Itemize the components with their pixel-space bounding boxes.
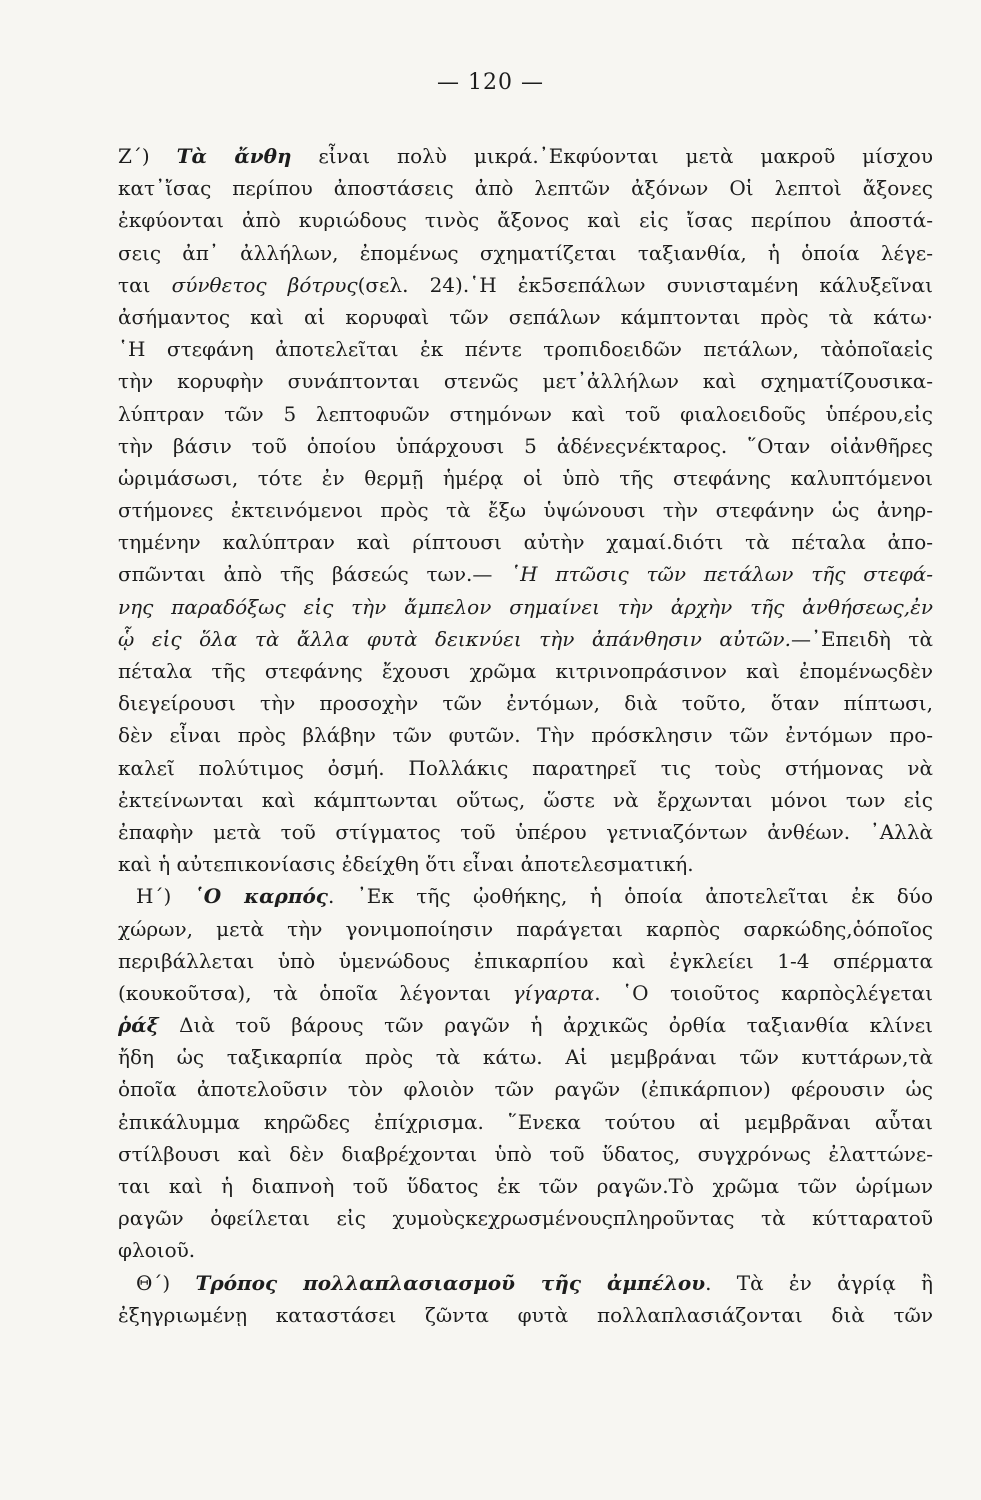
text-segment: ἀσήμαντος καὶ αἱ κορυφαὶ τῶν σεπάλων κάμπτονται πρὸς τὰ κάτω· (118, 304, 933, 329)
text-segment: . ῾Ο τοιοῦτος καρπὸςλέγεται (594, 980, 933, 1005)
text-segment: λύπτραν τῶν 5 λεπτοφυῶν στημόνων καὶ τοῦ φιαλοειδοῦς ὑπέρου,εἰς (118, 401, 933, 426)
text-segment: ὁποῖα ἀποτελοῦσιν τὸν φλοιὸν τῶν ραγῶν (ἐπικάρπιον) φέρουσιν ὡς (118, 1077, 933, 1102)
emphasis-text: νης παραδόξως εἰς τὴν ἄμπελον σημαίνει τὴν ἀρχὴν τῆς ἀνθήσεως,ἐν (118, 594, 933, 619)
text-line (118, 1234, 933, 1266)
emphasis-text: ῾Ο καρπός (193, 884, 328, 909)
text-line (118, 172, 933, 204)
text-segment: σπῶνται ἀπὸ τῆς βάσεώς των.— (118, 562, 511, 587)
text-line (118, 1202, 933, 1234)
text-segment: ῾Η στεφάνη ἀποτελεῖται ἐκ πέντε τροπιδοειδῶν πετάλων, τὰὁποῖαεἰς (118, 337, 933, 362)
text-segment: ἐκφύονται ἀπὸ κυριώδους τινὸς ἄξονος καὶ εἰς ἴσας περίπου ἀποστά- (118, 208, 933, 233)
text-line (118, 204, 933, 236)
text-segment: τὴν κορυφὴν συνάπτονται στενῶς μετ᾿ἀλλήλων καὶ σχηματίζουσικα- (118, 369, 933, 394)
text-line (118, 333, 933, 365)
text-line (118, 591, 933, 623)
text-line (118, 719, 933, 751)
text-line (118, 1299, 933, 1331)
emphasis-text: σύνθετος βότρυς (171, 272, 358, 297)
text-segment: περιβάλλεται ὑπὸ ὑμενώδους ἐπικαρπίου καὶ ἐγκλείει 1-4 σπέρματα (118, 948, 933, 973)
text-segment: Ζ΄) (118, 144, 177, 168)
text-line (118, 237, 933, 269)
text-segment: στίλβουσι καὶ δὲν διαβρέχονται ὑπὸ τοῦ ὕδατος, συγχρόνως ἐλαττώνε- (118, 1141, 933, 1166)
text-segment: ἐπαφὴν μετὰ τοῦ στίγματος τοῦ ὑπέρου γετνιαζόντων ἀνθέων. ᾿Αλλὰ (118, 819, 933, 844)
text-segment: ἐκτείνωνται καὶ κάμπτωνται οὕτως, ὥστε νὰ ἔρχωνται μόνοι των εἰς (118, 787, 933, 812)
emphasis-text: ῾Η πτῶσις τῶν πετάλων τῆς στεφά- (510, 562, 933, 587)
text-line (118, 301, 933, 333)
text-segment: ὡριμάσωσι, τότε ἐν θερμῇ ἡμέρᾳ οἱ ὑπὸ τῆς στεφάνης καλυπτόμενοι (118, 465, 933, 490)
text-line (118, 526, 933, 558)
emphasis-text: Τρόπος πολλαπλασιασμοῦ τῆς ἀμπέλου (195, 1270, 706, 1295)
text-line (118, 913, 933, 945)
text-segment: Διὰ τοῦ βάρους τῶν ραγῶν ἡ ἀρχικῶς ὀρθία ταξιανθία κλίνει (158, 1013, 933, 1038)
text-line (118, 655, 933, 687)
text-segment: ἐξηγριωμένῃ καταστάσει ζῶντα φυτὰ πολλαπλασιάζονται διὰ τῶν (118, 1302, 933, 1327)
text-line (118, 880, 933, 912)
text-line (118, 1073, 933, 1105)
text-line (118, 784, 933, 816)
text-line (118, 1267, 933, 1299)
text-segment: ἤδη ὡς ταξικαρπία πρὸς τὰ κάτω. Αἱ μεμβράναι τῶν κυττάρων,τὰ (118, 1045, 933, 1070)
text-segment: . ᾿Εκ τῆς ᾠοθήκης, ἡ ὁποία ἀποτελεῖται ἐκ δύο (327, 884, 933, 909)
text-line (118, 945, 933, 977)
page-number: — 120 — (437, 70, 544, 95)
text-line (118, 816, 933, 848)
text-line (118, 752, 933, 784)
text-line (118, 430, 933, 462)
text-segment: —᾿Επειδὴ τὰ (790, 626, 933, 651)
text-line (118, 494, 933, 526)
emphasis-text: Τὰ ἄνθη (176, 144, 292, 168)
text-segment: ραγῶν ὀφείλεται εἰς χυμοὺςκεχρωσμένουςπληροῦντας τὰ κύτταρατοῦ (118, 1206, 933, 1231)
text-line (118, 623, 933, 655)
text-segment: Θ΄) (136, 1270, 196, 1295)
text-segment: (κουκοῦτσα), τὰ ὁποῖα λέγονται (118, 980, 513, 1005)
text-line (118, 1009, 933, 1041)
text-line (118, 1106, 933, 1138)
text-segment: τὴν βάσιν τοῦ ὁποίου ὑπάρχουσι 5 ἀδένεςνέκταρος. ῞Οταν οἱἀνθῆρες (118, 433, 933, 458)
text-segment: ἐπικάλυμμα κηρῶδες ἐπίχρισμα. ῞Ενεκα τούτου αἱ μεμβρᾶναι αὗται (118, 1109, 933, 1134)
text-segment: τημένην καλύπτραν καὶ ρίπτουσι αὐτὴν χαμαί.διότι τὰ πέταλα ἀπο- (118, 530, 933, 555)
text-line (118, 269, 933, 301)
text-segment: καλεῖ πολύτιμος ὀσμή. Πολλάκις παρατηρεῖ τις τοὺς στήμονας νὰ (118, 755, 933, 780)
text-segment: Η΄) (136, 884, 194, 909)
text-segment: (σελ. 24).῾Η ἐκ5σεπάλων συνισταμένη κάλυξεῖναι (357, 272, 933, 297)
emphasis-text: ᾧ εἰς ὅλα τὰ ἄλλα φυτὰ δεικνύει τὴν ἀπάνθησιν αὐτῶν. (118, 626, 791, 651)
text-segment: χώρων, μετὰ τὴν γονιμοποίησιν παράγεται καρπὸς σαρκώδης,ὁόποῖος (118, 916, 933, 941)
text-segment: στήμονες ἐκτεινόμενοι πρὸς τὰ ἔξω ὑψώνουσι τὴν στεφάνην ὡς ἀνηρ- (118, 498, 933, 523)
body-text (118, 140, 933, 1331)
text-line (118, 977, 933, 1009)
text-segment: κατ᾿ἴσας περίπου ἀποστάσεις ἀπὸ λεπτῶν ἀξόνων Οἱ λεπτοὶ ἄξονες (118, 176, 933, 201)
text-line (118, 848, 933, 880)
emphasis-text: ῥάξ (118, 1013, 159, 1038)
text-line (118, 687, 933, 719)
text-line (118, 558, 933, 590)
text-segment: διεγείρουσι τὴν προσοχὴν τῶν ἐντόμων, διὰ τοῦτο, ὅταν πίπτωσι, (118, 691, 933, 716)
text-segment: καὶ ἡ αὐτεπικονίασις ἐδείχθη ὅτι εἶναι ἀποτελεσματική. (118, 852, 694, 877)
text-line (118, 1170, 933, 1202)
text-line (118, 462, 933, 494)
text-segment: δὲν εἶναι πρὸς βλάβην τῶν φυτῶν. Τὴν πρόσκλησιν τῶν ἐντόμων προ- (118, 723, 933, 748)
text-line (118, 1041, 933, 1073)
text-segment: εἶναι πολὺ μικρά.᾿Εκφύονται μετὰ μακροῦ μίσχου (291, 144, 933, 168)
text-segment: . Τὰ ἐν ἀγρίᾳ ἢ (705, 1270, 933, 1295)
text-segment: ται καὶ ἡ διαπνοὴ τοῦ ὕδατος ἐκ τῶν ραγῶν.Τὸ χρῶμα τῶν ὡρίμων (118, 1174, 933, 1198)
text-segment: πέταλα τῆς στεφάνης ἔχουσι χρῶμα κιτρινοπράσινον καὶ ἐπομένωςδὲν (118, 659, 933, 683)
text-segment: ται (118, 272, 172, 297)
text-segment: φλοιοῦ. (118, 1238, 196, 1263)
text-line (118, 398, 933, 430)
text-line (118, 365, 933, 397)
text-segment: σεις ἀπ᾿ ἀλλήλων, ἐπομένως σχηματίζεται ταξιανθία, ἡ ὁποία λέγε- (118, 240, 933, 265)
text-line (118, 1138, 933, 1170)
text-line (118, 140, 933, 172)
emphasis-text: γίγαρτα (512, 980, 595, 1005)
